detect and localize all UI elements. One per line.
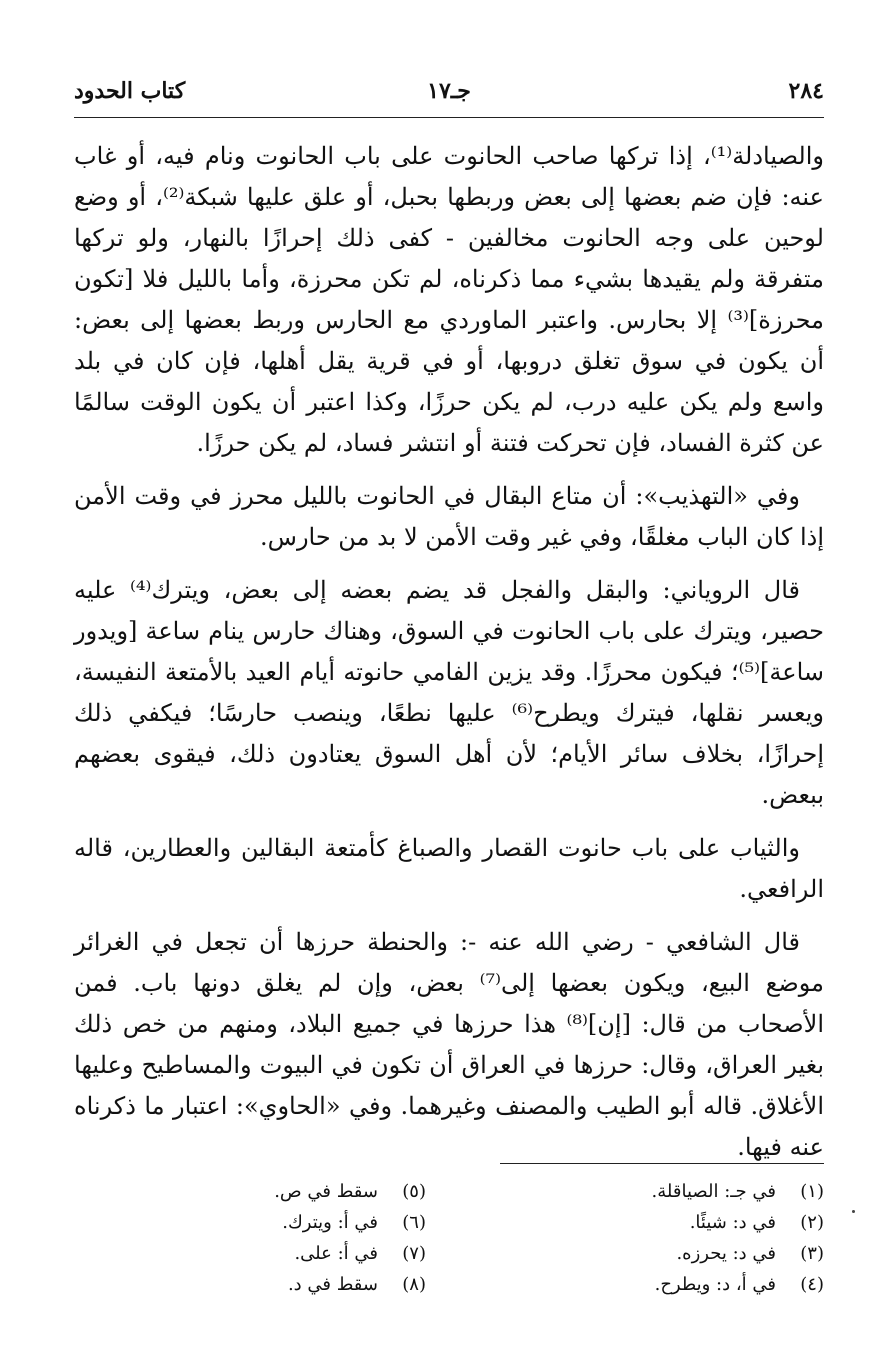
footnote: (٣)في د: يحرزه. xyxy=(676,1243,824,1264)
footnotes xyxy=(74,1176,824,1316)
footnotes-column-left xyxy=(86,1176,426,1300)
paragraph: قال الروياني: والبقل والفجل قد يضم بعضه إلى بعض، ويترك⁽⁴⁾ عليه حصير، ويترك على باب الحانوت في السوق، وهناك حارس ينام ساعة [ويدور ساعة]⁽⁵⁾؛ فيكون محرزًا. وقد يزين الفامي حانوته أيام العيد بالأمتعة النفيسة، ويعسر نقلها، فيترك ويطرح⁽⁶⁾ عليها نطعًا، وينصب حارسًا؛ فيكفي ذلك إحرازًا، بخلاف سائر الأيام؛ لأن أهل السوق يعتادون ذلك، فيقوى بعضهم ببعض. xyxy=(74,576,824,809)
paragraph: وفي «التهذيب»: أن متاع البقال في الحانوت بالليل محرز في وقت الأمن إذا كان الباب مغلقًا، وفي غير وقت الأمن لا بد من حارس. xyxy=(74,482,824,551)
footnote: (١)في جـ: الصياقلة. xyxy=(651,1181,824,1202)
paragraph: قال الشافعي - رضي الله عنه -: والحنطة حرزها أن تجعل في الغرائر موضع البيع، ويكون بعضها إلى⁽⁷⁾ بعض، وإن لم يغلق دونها باب. فمن الأصحاب من قال: [إن]⁽⁸⁾ هذا حرزها في جميع البلاد، ومنهم من خص ذلك بغير العراق، وقال: حرزها في العراق أن تكون في البيوت والمساطيح وعليها الأغلاق. قاله أبو الطيب والمصنف وغيرهما. وفي «الحاوي»: اعتبار ما ذكرناه عنه فيها. xyxy=(74,928,824,1161)
volume-label: جـ١٧ xyxy=(427,78,471,104)
main-text xyxy=(74,136,824,1180)
book-title: كتاب الحدود xyxy=(74,78,186,104)
header-rule xyxy=(74,117,824,118)
footnotes-column-right xyxy=(484,1176,824,1300)
footnote-rule xyxy=(500,1163,824,1164)
scan-speck xyxy=(852,1210,855,1213)
footnote: (٢)في د: شيئًا. xyxy=(689,1212,824,1233)
footnote: (٧)في أ: على. xyxy=(294,1243,426,1264)
footnote: (٨)سقط في د. xyxy=(287,1274,426,1295)
page-header xyxy=(74,78,824,112)
footnote: (٥)سقط في ص. xyxy=(274,1181,426,1202)
footnote: (٤)في أ، د: ويطرح. xyxy=(654,1274,824,1295)
page-number: ٢٨٤ xyxy=(788,78,824,104)
footnote: (٦)في أ: ويترك. xyxy=(282,1212,426,1233)
paragraph: والثياب على باب حانوت القصار والصباغ كأمتعة البقالين والعطارين، قاله الرافعي. xyxy=(74,834,824,903)
paragraph: والصيادلة⁽¹⁾، إذا تركها صاحب الحانوت على باب الحانوت ونام فيه، أو غاب عنه: فإن ضم بعضها إلى بعض وربطها بحبل، أو علق عليها شبكة⁽²⁾، أو وضع لوحين على وجه الحانوت مخالفين - كفى ذلك إحرازًا بالنهار، ولو تركها متفرقة ولم يقيدها بشيء مما ذكرناه، لم تكن محرزة، وأما بالليل فلا [تكون محرزة]⁽³⁾ إلا بحارس. واعتبر الماوردي مع الحارس وربط بعضها إلى بعض: أن يكون في سوق تغلق دروبها، أو في قرية يقل أهلها، فإن كان في بلد واسع ولم يكن عليه درب، لم يكن حرزًا، وكذا اعتبر أن يكون الوقت سالمًا عن كثرة الفساد، فإن تحركت فتنة أو انتشر فساد، لم يكن حرزًا. xyxy=(74,142,824,457)
